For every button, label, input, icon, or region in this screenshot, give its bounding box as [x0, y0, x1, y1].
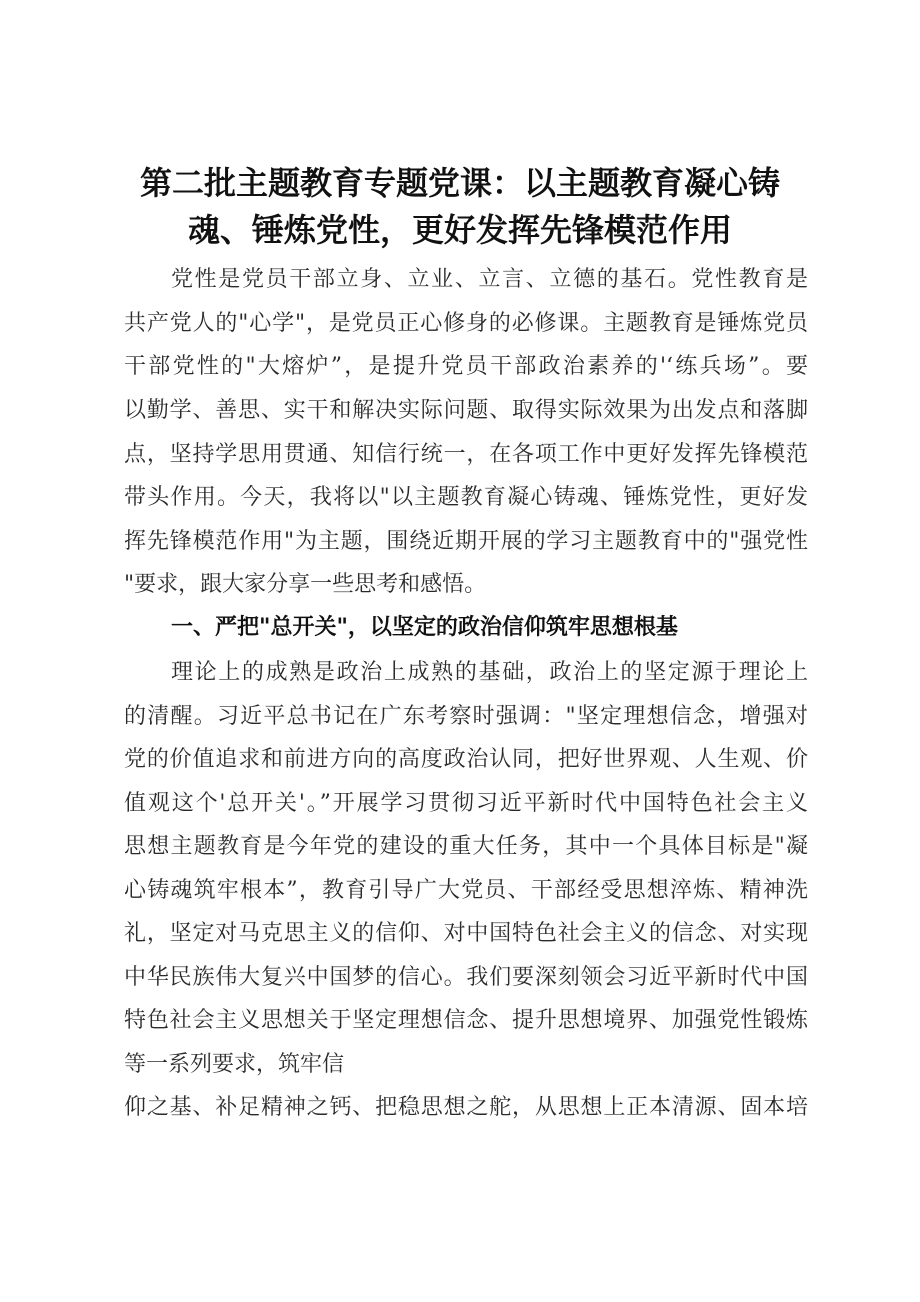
- document-title-line-1: 第二批主题教育专题党课：以主题教育凝心铸: [139, 164, 780, 202]
- intro-paragraph-line: 挥先锋模范作用"为主题，围绕近期开展的学习主题教育中的"强党性: [124, 529, 808, 554]
- section-1-paragraph-line: 仰之基、补足精神之钙、把稳思想之舵，从思想上正本清源、固本培: [124, 1095, 808, 1120]
- intro-paragraph-line: "要求，跟大家分享一些思考和感悟。: [124, 572, 487, 597]
- intro-paragraph-line: 点，坚持学思用贯通、知信行统一，在各项工作中更好发挥先锋模范: [124, 442, 808, 467]
- document-title-line-2: 魂、锤炼党性，更好发挥先锋模范作用: [187, 211, 732, 249]
- section-1-paragraph-line: 值观这个'总开关'。”开展学习贯彻习近平新时代中国特色社会主义: [124, 791, 808, 816]
- section-1-paragraph-line: 特色社会主义思想关于坚定理想信念、提升思想境界、加强党性锻炼: [124, 1008, 808, 1033]
- section-1-paragraph-line: 等一系列要求，筑牢信: [124, 1052, 345, 1077]
- section-1-paragraph-line: 理论上的成熟是政治上成熟的基础，政治上的坚定源于理论上: [171, 660, 808, 685]
- section-1-heading: 一、严把"总开关"，以坚定的政治信仰筑牢思想根基: [171, 615, 678, 640]
- section-1-paragraph-line: 礼，坚定对马克思主义的信仰、对中国特色社会主义的信念、对实现: [124, 921, 808, 946]
- intro-paragraph-line: 党性是党员干部立身、立业、立言、立德的基石。党性教育是: [171, 267, 808, 292]
- section-1-paragraph-line: 思想主题教育是今年党的建设的重大任务，其中一个具体目标是"凝: [124, 834, 808, 859]
- section-1-paragraph-line: 党的价值追求和前进方向的高度政治认同，把好世界观、人生观、价: [124, 747, 808, 772]
- intro-paragraph-line: 共产党人的"心学"，是党员正心修身的必修课。主题教育是锤炼党员: [124, 311, 808, 336]
- section-1-paragraph-line: 中华民族伟大复兴中国梦的信心。我们要深刻领会习近平新时代中国: [124, 965, 808, 990]
- section-1-paragraph-line: 的清醒。习近平总书记在广东考察时强调："坚定理想信念，增强对: [124, 704, 808, 729]
- intro-paragraph-line: 干部党性的"大熔炉”，是提升党员干部政治素养的'‘练兵场”。要: [124, 354, 809, 379]
- intro-paragraph-line: 以勤学、善思、实干和解决实际问题、取得实际效果为出发点和落脚: [124, 398, 808, 423]
- section-1-paragraph-line: 心铸魂筑牢根本”，教育引导广大党员、干部经受思想淬炼、精神洗: [124, 878, 808, 903]
- intro-paragraph-line: 带头作用。今天，我将以"以主题教育凝心铸魂、锤炼党性，更好发: [124, 485, 808, 510]
